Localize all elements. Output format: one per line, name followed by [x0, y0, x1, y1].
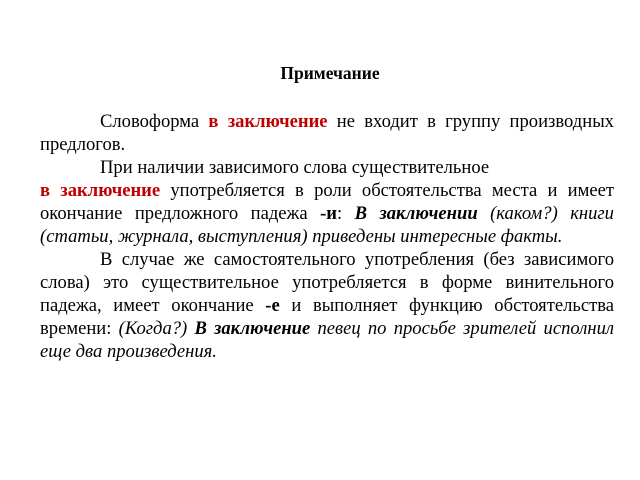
paragraph-text: В случае же самостоятельного употребления (без зависимого слова) это существительное употребляется в форме винительного падежа, имеет окончание	[40, 249, 614, 316]
paragraph-text: Словоформа	[100, 111, 209, 132]
example-sentence: (каком?) книги (статьи, журнала, выступления) приведены интересные факты.	[40, 203, 614, 247]
example-phrase: В заключение	[194, 318, 311, 339]
paragraph-text: и выполняет функцию обстоятельства времени:	[40, 295, 614, 339]
example-phrase: В заключении	[354, 203, 478, 224]
question-word: (Когда?)	[118, 318, 195, 339]
paragraph-text: не входит в группу производных предлогов.	[40, 111, 614, 155]
paragraph-wordform	[40, 110, 614, 156]
paragraph-text: :	[337, 203, 355, 224]
highlighted-term: в заключение	[208, 111, 328, 132]
example-sentence: певец по просьбе зрителей исполнил еще два произведения.	[40, 318, 614, 362]
case-ending: -е	[265, 295, 280, 316]
paragraph-text: При наличии зависимого слова существительное	[100, 157, 490, 178]
case-ending: -и	[320, 203, 337, 224]
paragraph-dependent-word	[40, 156, 614, 179]
note-title: Примечание	[280, 63, 380, 83]
highlighted-term: в заключение	[40, 180, 161, 201]
paragraph-independent-use	[40, 248, 614, 363]
paragraph-text: употребляется в роли обстоятельства места и имеет окончание предложного падежа	[40, 180, 614, 224]
paragraph-dependent-word-continued	[40, 179, 614, 248]
